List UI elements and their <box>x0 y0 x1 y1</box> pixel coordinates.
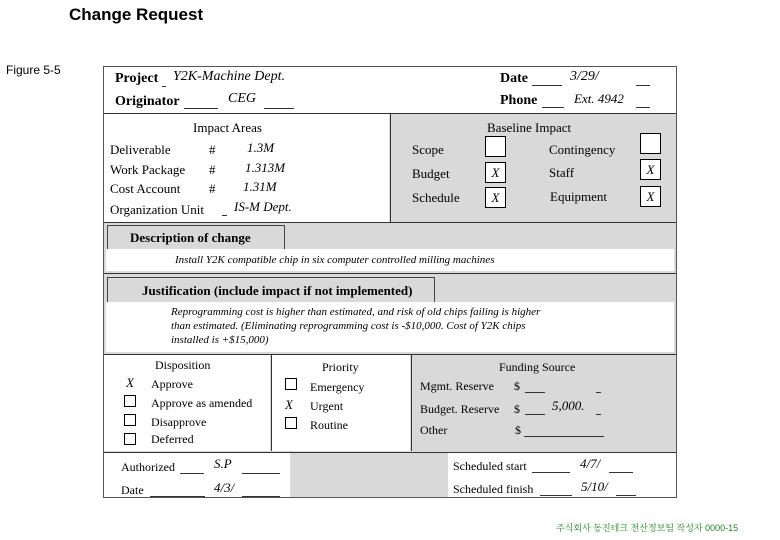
emergency-label: Emergency <box>310 380 365 394</box>
mgmt-reserve-label: Mgmt. Reserve <box>420 379 494 393</box>
approve-label: Approve <box>151 377 193 391</box>
deliverable-label: Deliverable <box>110 142 171 157</box>
equipment-label: Equipment <box>550 189 608 204</box>
routine-label: Routine <box>310 418 348 432</box>
funding-title: Funding Source <box>499 360 576 374</box>
scheduled-finish-label: Scheduled finish <box>453 482 534 496</box>
deferred-checkbox[interactable] <box>124 433 136 445</box>
originator-field[interactable]: CEG <box>228 91 256 106</box>
justification-line-3[interactable]: installed is +$15,000) <box>171 334 269 346</box>
urgent-label: Urgent <box>310 399 344 413</box>
staff-checkbox[interactable]: X <box>640 159 661 180</box>
disposition-title: Disposition <box>155 358 211 372</box>
approve-as-amended-checkbox[interactable] <box>124 395 136 407</box>
routine-checkbox[interactable] <box>285 417 297 429</box>
schedule-label: Schedule <box>412 190 460 205</box>
phone-label: Phone <box>500 93 538 108</box>
staff-label: Staff <box>549 165 575 180</box>
figure-label: Figure 5-5 <box>6 63 61 77</box>
deferred-label: Deferred <box>151 432 194 446</box>
justification-line-2[interactable]: than estimated. (Eliminating reprogramming cost is -$10,000. Cost of Y2K chips <box>171 320 526 332</box>
contingency-label: Contingency <box>549 142 616 157</box>
originator-label: Originator <box>115 94 180 109</box>
urgent-mark[interactable]: X <box>285 397 293 412</box>
justification-label: Justification (include impact if not implemented) <box>142 283 413 298</box>
work-package-label: Work Package <box>110 162 186 177</box>
cost-account-hash: # <box>209 181 216 196</box>
cost-account-label: Cost Account <box>110 181 181 196</box>
deliverable-field[interactable]: 1.3M <box>247 140 275 155</box>
scope-label: Scope <box>412 142 444 157</box>
approve-mark[interactable]: X <box>126 375 134 390</box>
budget-checkbox[interactable]: X <box>485 162 506 183</box>
other-currency: $ <box>515 423 521 437</box>
project-field[interactable]: Y2K-Machine Dept. <box>173 69 285 84</box>
approve-as-amended-label: Approve as amended <box>151 396 253 410</box>
disapprove-checkbox[interactable] <box>124 414 136 426</box>
budget-reserve-field[interactable]: 5,000. <box>552 398 585 413</box>
mgmt-reserve-currency: $ <box>514 379 520 393</box>
scheduled-finish-field[interactable]: 5/10/ <box>581 479 608 494</box>
contingency-checkbox[interactable] <box>640 133 661 154</box>
work-package-field[interactable]: 1.313M <box>245 160 286 175</box>
justification-line-1[interactable]: Reprogramming cost is higher than estimated, and risk of old chips failing is higher <box>171 306 541 318</box>
priority-title: Priority <box>322 360 359 374</box>
cost-account-field[interactable]: 1.31M <box>243 179 277 194</box>
footer-caption: 주식회사 동진테크 전산정보팀 작성자 0000-15 <box>556 523 739 533</box>
authorized-date-label: Date <box>121 483 144 497</box>
phone-field[interactable]: Ext. 4942 <box>574 91 624 106</box>
date-label: Date <box>500 71 528 86</box>
project-label: Project <box>115 71 159 86</box>
page-title: Change Request <box>69 5 204 24</box>
description-field[interactable]: Install Y2K compatible chip in six computer controlled milling machines <box>175 254 495 266</box>
impact-areas-title: Impact Areas <box>193 120 262 135</box>
budget-reserve-currency: $ <box>514 402 520 416</box>
budget-label: Budget <box>412 166 450 181</box>
date-field[interactable]: 3/29/ <box>570 69 599 84</box>
description-label: Description of change <box>130 230 251 245</box>
org-unit-label: Organization Unit <box>110 202 204 217</box>
authorized-field[interactable]: S.P <box>214 456 232 471</box>
work-package-hash: # <box>209 162 216 177</box>
baseline-impact-title: Baseline Impact <box>487 120 572 135</box>
change-request-form <box>103 66 677 498</box>
budget-reserve-label: Budget. Reserve <box>420 402 500 416</box>
org-unit-field[interactable]: IS-M Dept. <box>234 199 292 214</box>
other-label: Other <box>420 423 448 437</box>
authorized-label: Authorized <box>121 460 175 474</box>
disapprove-label: Disapprove <box>151 415 207 429</box>
schedule-checkbox[interactable]: X <box>485 187 506 208</box>
emergency-checkbox[interactable] <box>285 378 297 390</box>
scheduled-start-label: Scheduled start <box>453 459 527 473</box>
equipment-checkbox[interactable]: X <box>640 186 661 207</box>
scheduled-start-field[interactable]: 4/7/ <box>580 456 601 471</box>
authorized-date-field[interactable]: 4/3/ <box>214 480 235 495</box>
deliverable-hash: # <box>209 142 216 157</box>
scope-checkbox[interactable] <box>485 136 506 157</box>
